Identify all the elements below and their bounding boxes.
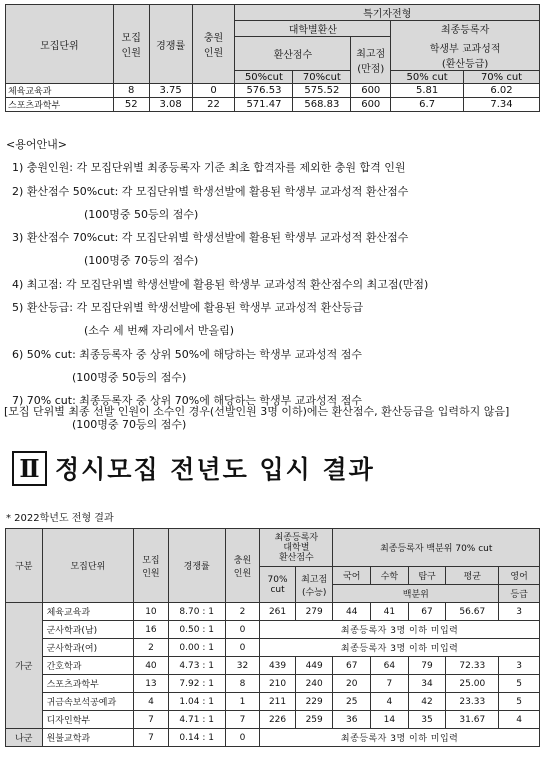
header-special: 특기자전형	[235, 5, 540, 21]
cell-c70: 439	[260, 657, 296, 675]
cell-ratio: 1.04 : 1	[168, 693, 225, 711]
section-title: 정시모집 전년도 입시 결과	[55, 455, 375, 484]
cell-dept: 체육교육과	[42, 603, 134, 621]
header-dept: 모집단위	[6, 5, 114, 84]
header-ratio: 경쟁률	[149, 5, 192, 84]
header-pct-group: 최종등록자 백분위 70% cut	[333, 529, 540, 567]
regular-admission-table	[5, 528, 540, 747]
cell-math: 4	[371, 693, 409, 711]
cell-quota: 7	[134, 711, 169, 729]
header-ratio: 경쟁률	[168, 529, 225, 603]
cell-avg: 72.33	[446, 657, 499, 675]
cell-dept: 스포츠과학부	[6, 98, 114, 112]
cell-kor: 67	[333, 657, 371, 675]
header-fcut50: 50% cut	[391, 71, 464, 84]
header-conv-score: 환산점수	[235, 37, 351, 71]
cell-ratio: 3.75	[149, 84, 192, 98]
table-row	[6, 729, 540, 747]
glossary-line: 6) 50% cut: 최종등록자 중 상위 50%에 해당하는 학생부 교과성적 점수	[12, 347, 362, 361]
header-record: 학생부 교과성적 (환산등급)	[429, 44, 501, 70]
header-final-label: 최종등록자	[440, 25, 490, 36]
cell-f50: 6.7	[391, 98, 464, 112]
cell-c70: 575.52	[293, 84, 351, 98]
cell-kor: 36	[333, 711, 371, 729]
cell-ratio: 3.08	[149, 98, 192, 112]
table-row	[6, 675, 540, 693]
cell-not-entered: 최종등록자 3명 이하 미입력	[260, 639, 540, 657]
cell-dept: 디자인학부	[42, 711, 134, 729]
header-group: 구분	[6, 529, 43, 603]
table-row	[6, 693, 540, 711]
group-label: 가군	[6, 603, 43, 729]
header-quota: 모집 인원	[134, 529, 169, 603]
table-row	[6, 657, 540, 675]
cell-quota: 13	[134, 675, 169, 693]
glossary-line: 1) 충원인원: 각 모집단위별 최종등록자 기준 최초 합격자를 제외한 충원 합격 인원	[12, 161, 406, 175]
cell-supp: 2	[225, 603, 260, 621]
header-conv-group: 대학별환산	[235, 21, 391, 37]
cell-supp: 7	[225, 711, 260, 729]
cell-math: 41	[371, 603, 409, 621]
header-supp: 충원 인원	[192, 5, 235, 84]
glossary-line: (100명중 70등의 점수)	[72, 417, 187, 431]
header-inq: 탐구	[408, 567, 446, 585]
cell-c50: 576.53	[235, 84, 293, 98]
glossary-line: 5) 환산등급: 각 모집단위별 학생선발에 활용된 학생부 교과성적 환산등급	[12, 301, 364, 315]
header-avg: 평균	[446, 567, 499, 585]
cell-kor: 44	[333, 603, 371, 621]
cell-max: 259	[295, 711, 333, 729]
cell-quota: 52	[113, 98, 149, 112]
cell-ratio: 4.73 : 1	[168, 657, 225, 675]
glossary-line: 3) 환산점수 70%cut: 각 모집단위별 학생선발에 활용된 학생부 교과성적 환산점수	[12, 231, 409, 245]
cell-ratio: 8.70 : 1	[168, 603, 225, 621]
section-number: Ⅱ	[12, 451, 47, 486]
cell-eng: 4	[499, 711, 540, 729]
cell-supp: 22	[192, 98, 235, 112]
glossary-title: <용어안내>	[6, 138, 67, 151]
cell-supp: 0	[192, 84, 235, 98]
cell-f70: 7.34	[464, 98, 540, 112]
cell-supp: 0	[225, 639, 260, 657]
cell-dept: 스포츠과학부	[42, 675, 134, 693]
cell-avg: 31.67	[446, 711, 499, 729]
cell-math: 64	[371, 657, 409, 675]
glossary	[6, 133, 542, 436]
cell-kor: 25	[333, 693, 371, 711]
header-grade: 등급	[499, 585, 540, 603]
cell-kor: 20	[333, 675, 371, 693]
cell-avg: 56.67	[446, 603, 499, 621]
header-max: 최고점 (수능)	[295, 567, 333, 603]
cell-supp: 0	[225, 729, 260, 747]
cell-max: 600	[351, 98, 391, 112]
cell-dept: 체육교육과	[6, 84, 114, 98]
cell-c70: 226	[260, 711, 296, 729]
header-dept: 모집단위	[42, 529, 134, 603]
cell-not-entered: 최종등록자 3명 이하 미입력	[260, 729, 540, 747]
cell-dept: 간호학과	[42, 657, 134, 675]
cell-supp: 8	[225, 675, 260, 693]
cell-quota: 7	[134, 729, 169, 747]
header-cut70: 70%cut	[293, 71, 351, 84]
cell-c70: 568.83	[293, 98, 351, 112]
table-row	[6, 98, 540, 112]
cell-dept: 귀금속보석공예과	[42, 693, 134, 711]
header-max: 최고점 (만점)	[351, 37, 391, 84]
table-row	[6, 603, 540, 621]
special-admission-table	[5, 4, 540, 112]
cell-c70: 210	[260, 675, 296, 693]
header-fcut70: 70% cut	[464, 71, 540, 84]
cell-max: 279	[295, 603, 333, 621]
year-note: * 2022학년도 전형 결과	[6, 513, 114, 524]
glossary-line: (소수 세 번째 자리에서 반올림)	[84, 324, 235, 338]
cell-ratio: 0.14 : 1	[168, 729, 225, 747]
cell-supp: 32	[225, 657, 260, 675]
cell-ratio: 4.71 : 1	[168, 711, 225, 729]
cell-c50: 571.47	[235, 98, 293, 112]
cell-dept: 군사학과(여)	[42, 639, 134, 657]
glossary-line: (100명중 70등의 점수)	[84, 254, 199, 268]
cell-inq: 34	[408, 675, 446, 693]
cell-supp: 0	[225, 621, 260, 639]
table-row	[6, 84, 540, 98]
cell-inq: 79	[408, 657, 446, 675]
table-row	[6, 639, 540, 657]
cell-quota: 4	[134, 693, 169, 711]
cell-ratio: 7.92 : 1	[168, 675, 225, 693]
cell-quota: 16	[134, 621, 169, 639]
header-kor: 국어	[333, 567, 371, 585]
cell-math: 7	[371, 675, 409, 693]
cell-f70: 6.02	[464, 84, 540, 98]
header-math: 수학	[371, 567, 409, 585]
cell-avg: 23.33	[446, 693, 499, 711]
cell-max: 449	[295, 657, 333, 675]
cell-ratio: 0.50 : 1	[168, 621, 225, 639]
header-supp: 충원 인원	[225, 529, 260, 603]
cell-eng: 5	[499, 675, 540, 693]
cell-avg: 25.00	[446, 675, 499, 693]
cell-quota: 10	[134, 603, 169, 621]
table-row	[6, 621, 540, 639]
cell-c70: 261	[260, 603, 296, 621]
cell-quota: 8	[113, 84, 149, 98]
cell-f50: 5.81	[391, 84, 464, 98]
glossary-line: (100명중 50등의 점수)	[72, 370, 187, 384]
cell-max: 240	[295, 675, 333, 693]
cell-eng: 3	[499, 603, 540, 621]
glossary-line: 7) 70% cut: 최종등록자 중 상위 70%에 해당하는 학생부 교과성적 점수	[12, 394, 362, 408]
group-label: 나군	[6, 729, 43, 747]
cell-c70: 211	[260, 693, 296, 711]
input-note: [모집 단위별 최종 선발 인원이 소수인 경우(선발인원 3명 이하)에는 환산점수, 환산등급을 입력하지 않음]	[4, 405, 510, 418]
cell-max: 600	[351, 84, 391, 98]
section-header	[12, 449, 375, 487]
header-pct: 백분위	[333, 585, 499, 603]
header-cut70: 70% cut	[260, 567, 296, 603]
glossary-line: (100명중 50등의 점수)	[84, 207, 199, 221]
cell-dept: 원불교학과	[42, 729, 134, 747]
cell-eng: 3	[499, 657, 540, 675]
cell-inq: 42	[408, 693, 446, 711]
cell-math: 14	[371, 711, 409, 729]
cell-dept: 군사학과(남)	[42, 621, 134, 639]
cell-eng: 5	[499, 693, 540, 711]
cell-ratio: 0.00 : 1	[168, 639, 225, 657]
cell-supp: 1	[225, 693, 260, 711]
header-quota: 모집 인원	[113, 5, 149, 84]
cell-quota: 2	[134, 639, 169, 657]
header-cut50: 50%cut	[235, 71, 293, 84]
glossary-line: 4) 최고점: 각 모집단위별 학생선발에 활용된 학생부 교과성적 환산점수의 최고점(만점)	[12, 277, 429, 291]
cell-quota: 40	[134, 657, 169, 675]
cell-inq: 35	[408, 711, 446, 729]
header-eng: 영어	[499, 567, 540, 585]
header-conv-group: 최종등록자 대학별 환산점수	[260, 529, 333, 567]
cell-inq: 67	[408, 603, 446, 621]
table-row	[6, 711, 540, 729]
cell-not-entered: 최종등록자 3명 이하 미입력	[260, 621, 540, 639]
header-final-group	[391, 21, 540, 71]
cell-max: 229	[295, 693, 333, 711]
glossary-line: 2) 환산점수 50%cut: 각 모집단위별 학생선발에 활용된 학생부 교과성적 환산점수	[12, 184, 409, 198]
